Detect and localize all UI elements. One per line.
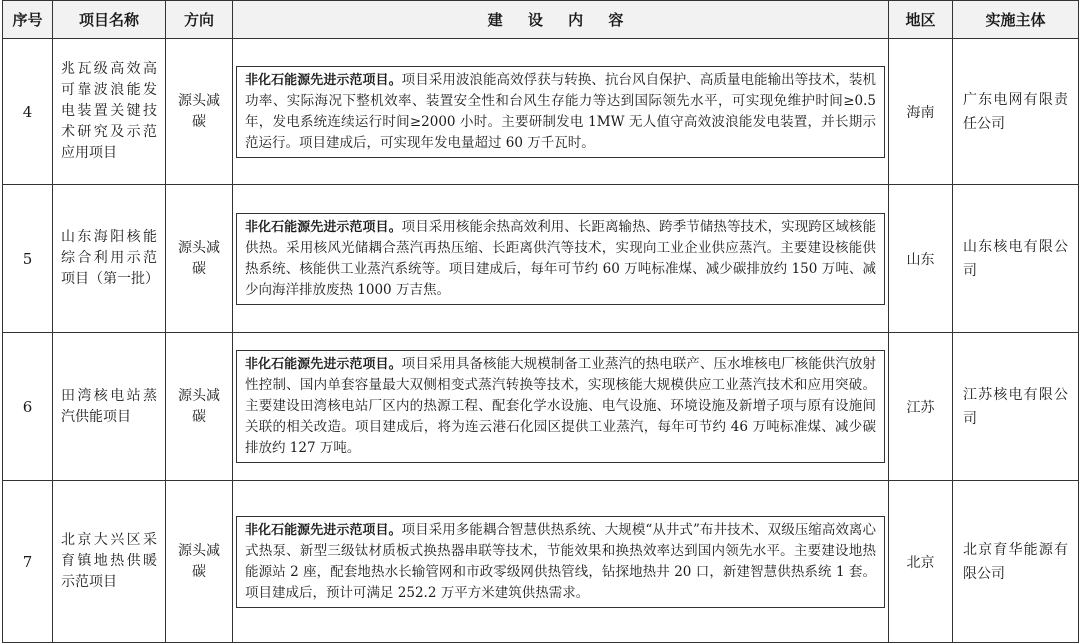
row-content [236,350,885,463]
row-content-lead: 非化石能源先进示范项目。 [245,357,402,372]
row-region: 北京 [889,481,953,643]
header-entity: 实施主体 [953,1,1079,39]
row-direction: 源头减碳 [166,39,233,185]
row-region: 海南 [889,39,953,185]
row-content-cell [233,39,889,185]
header-no: 序号 [3,1,53,39]
project-table [2,0,1079,643]
row-content-cell [233,185,889,333]
table-row [3,481,1079,643]
row-entity: 广东电网有限责任公司 [953,39,1079,185]
row-entity: 北京育华能源有限公司 [953,481,1079,643]
row-no: 7 [3,481,53,643]
header-row [3,1,1079,39]
row-direction: 源头减碳 [166,481,233,643]
row-entity: 江苏核电有限公司 [953,333,1079,481]
row-content-cell [233,481,889,643]
row-content-text: 项目采用核能余热高效利用、长距离输热、跨季节储热等技术，实现跨区域核能供热。采用核风光储耦合蒸汽再热压缩、长距离供汽等技术，实现向工业企业供应蒸汽。主要建设核能供热系统、核能供工业蒸汽系统等。项目建成后，每年可节约 60 万吨标准煤、减少碳排放约 150 万吨、减少向海洋排放废热 1000 万吉焦。 [245,218,876,298]
row-project-name: 北京大兴区采育镇地热供暖示范项目 [53,481,166,643]
row-region: 山东 [889,185,953,333]
row-project-name: 山东海阳核能综合利用示范项目（第一批） [53,185,166,333]
row-region: 江苏 [889,333,953,481]
row-content-cell [233,333,889,481]
row-direction: 源头减碳 [166,185,233,333]
row-entity: 山东核电有限公司 [953,185,1079,333]
row-no: 6 [3,333,53,481]
row-content-lead: 非化石能源先进示范项目。 [245,522,402,538]
row-content-text: 项目采用具备核能大规模制备工业蒸汽的热电联产、压水堆核电厂核能供汽放射性控制、国内单套容量最大双侧相变式蒸汽转换等技术，实现核能大规模供应工业蒸汽技术和应用突破。主要建设田湾核电站厂区内的热源工程、配套化学水设施、电气设施、环境设施及新增子项与原有设施间关联的相关改造。项目建成后，将为连云港石化园区提供工业蒸汽，每年可节约 46 万吨标准煤、减少碳排放约 127 万吨。 [245,356,876,456]
row-no: 5 [3,185,53,333]
table-row [3,185,1079,333]
header-direction: 方向 [166,1,233,39]
row-content-lead: 非化石能源先进示范项目。 [245,72,402,88]
row-content-text: 项目采用波浪能高效俘获与转换、抗台风自保护、高质量电能输出等技术，装机功率、实际海况下整机效率、装置安全性和台风生存能力等达到国际领先水平，可实现免维护时间≥0.5 年，发电系统连续运行时间≥2000 小时。主要研制发电 1MW 无人值守高效波浪能发电装置，并长期示范运行。项目建成后，可实现年发电量超过 60 万千瓦时。 [245,71,876,151]
row-project-name: 田湾核电站蒸汽供能项目 [53,333,166,481]
table-row [3,39,1079,185]
row-direction: 源头减碳 [166,333,233,481]
header-content: 建 设 内 容 [233,1,889,39]
row-content-text: 项目采用多能耦合智慧供热系统、大规模“从井式”布井技术、双级压缩高效离心式热泵、新型三级钛材质板式换热器串联等技术，节能效果和换热效率达到国内领先水平。主要建设地热能源站 2 座，配套地热水长输管网和市政零级网供热管线，钻探地热井 20 口，新建智慧供热系统 1 套。项目建成后，预计可满足 252.2 万平方米建筑供热需求。 [245,521,876,601]
row-no: 4 [3,39,53,185]
row-content-lead: 非化石能源先进示范项目。 [245,219,402,235]
header-name: 项目名称 [53,1,166,39]
table-row [3,333,1079,481]
row-project-name: 兆瓦级高效高可靠波浪能发电装置关键技术研究及示范应用项目 [53,39,166,185]
row-content [236,66,885,158]
header-region: 地区 [889,1,953,39]
row-content [236,516,885,608]
row-content [236,213,885,305]
